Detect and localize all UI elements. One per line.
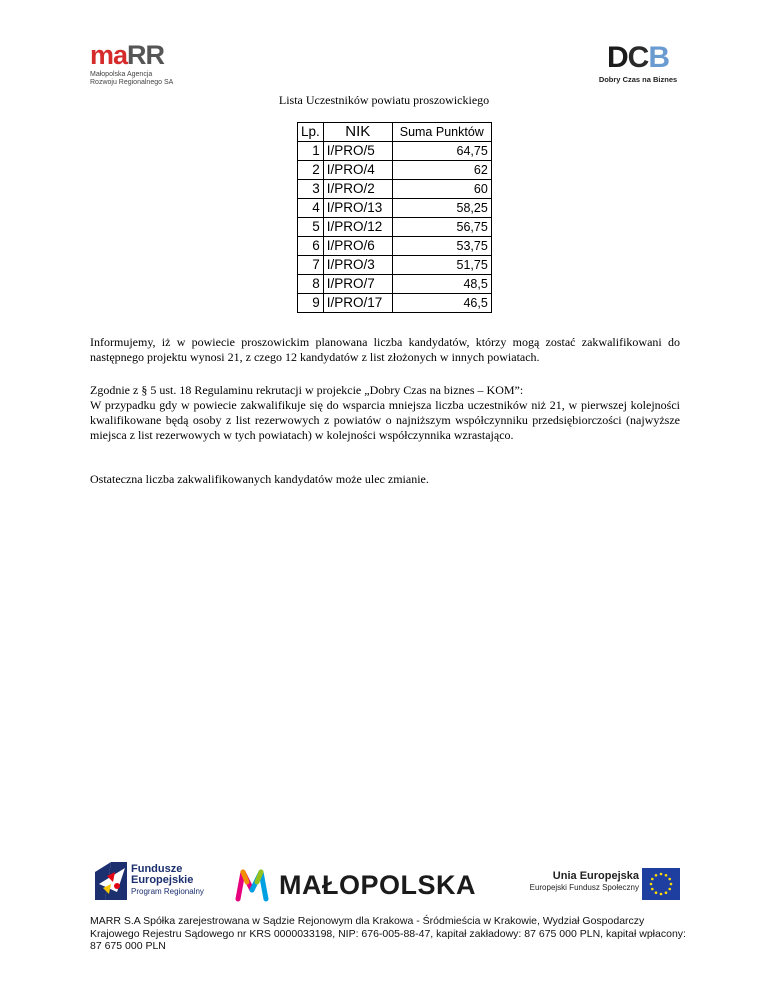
table-row xyxy=(298,199,492,218)
cell-nik: I/PRO/6 xyxy=(323,237,392,256)
cell-points: 60 xyxy=(392,180,491,199)
eu-flag-icon xyxy=(642,868,680,900)
fe-star-icon xyxy=(95,862,127,900)
cell-points: 53,75 xyxy=(392,237,491,256)
table-row xyxy=(298,180,492,199)
fundusze-europejskie-logo xyxy=(95,862,215,902)
cell-nik: I/PRO/13 xyxy=(323,199,392,218)
table-row xyxy=(298,218,492,237)
marr-logo xyxy=(90,42,200,87)
dcb-wordmark: DCB xyxy=(606,41,669,74)
header-nik: NIK xyxy=(323,123,392,142)
cell-nik: I/PRO/5 xyxy=(323,142,392,161)
table-row xyxy=(298,237,492,256)
eu-text: Unia Europejska Europejski Fundusz Społeczny xyxy=(529,870,639,892)
malopolska-mark-icon xyxy=(235,868,269,902)
rule-paragraph xyxy=(90,383,680,443)
cell-nik: I/PRO/7 xyxy=(323,275,392,294)
table-row xyxy=(298,256,492,275)
cell-lp: 1 xyxy=(298,142,324,161)
cell-nik: I/PRO/3 xyxy=(323,256,392,275)
table-row xyxy=(298,294,492,313)
cell-lp: 8 xyxy=(298,275,324,294)
cell-points: 64,75 xyxy=(392,142,491,161)
rule-intro: Zgodnie z § 5 ust. 18 Regulaminu rekrutacji w projekcie „Dobry Czas na biznes – KOM”: xyxy=(90,383,524,397)
table-row xyxy=(298,275,492,294)
cell-points: 46,5 xyxy=(392,294,491,313)
cell-nik: I/PRO/4 xyxy=(323,161,392,180)
cell-lp: 6 xyxy=(298,237,324,256)
cell-points: 48,5 xyxy=(392,275,491,294)
cell-nik: I/PRO/12 xyxy=(323,218,392,237)
cell-points: 62 xyxy=(392,161,491,180)
marr-subtitle: Małopolska Agencja Rozwoju Regionalnego SA xyxy=(90,71,174,86)
cell-points: 51,75 xyxy=(392,256,491,275)
cell-lp: 7 xyxy=(298,256,324,275)
cell-points: 58,25 xyxy=(392,199,491,218)
info-paragraph: Informujemy, iż w powiecie proszowickim planowana liczba kandydatów, którzy mogą zostać zakwalifikowani do następnego projektu wynosi 21, z czego 12 kandydatów z list złożonych w innych powiatach. xyxy=(90,335,680,364)
fe-text: Fundusze Europejskie Program Regionalny xyxy=(131,863,204,896)
dcb-logo xyxy=(583,41,693,84)
table-header-row xyxy=(298,123,492,142)
cell-lp: 9 xyxy=(298,294,324,313)
cell-nik: I/PRO/17 xyxy=(323,294,392,313)
dcb-tagline: Dobry Czas na Biznes xyxy=(598,75,678,84)
participants-table xyxy=(297,122,492,313)
cell-lp: 5 xyxy=(298,218,324,237)
final-note: Ostateczna liczba zakwalifikowanych kandydatów może ulec zmianie. xyxy=(90,472,429,486)
marr-wordmark: maRR xyxy=(90,40,165,70)
cell-lp: 2 xyxy=(298,161,324,180)
rule-body: W przypadku gdy w powiecie zakwalifikuje się do wsparcia mniejsza liczba uczestników niż 21, w pierwszej kolejności kwalifikowane będą osoby z list rezerwowych z powiatów o najniższym współczynniku przedsiębiorczości (najwyższe miejsca z list rezerwowych w tych powiatach) w kolejności współczynnika wzrastająco. xyxy=(90,398,680,442)
header-lp: Lp. xyxy=(298,123,324,142)
cell-points: 56,75 xyxy=(392,218,491,237)
document-title: Lista Uczestników powiatu proszowickiego xyxy=(278,93,490,107)
table-row xyxy=(298,142,492,161)
table-row xyxy=(298,161,492,180)
footer-legal-text: MARR S.A Spółka zarejestrowana w Sądzie Rejonowym dla Krakowa - Śródmieścia w Krakowie, Wydział Gospodarczy Krajowego Rejestru Sądowego nr KRS 0000033198, NIP: 676-005-88-47, kapitał zakładowy: 87 675 000 PLN, kapitał wpłacony: 87 675 000 PLN xyxy=(90,915,686,952)
cell-lp: 3 xyxy=(298,180,324,199)
cell-lp: 4 xyxy=(298,199,324,218)
cell-nik: I/PRO/2 xyxy=(323,180,392,199)
malopolska-wordmark: MAŁOPOLSKA xyxy=(279,870,476,900)
header-points: Suma Punktów xyxy=(392,123,491,142)
